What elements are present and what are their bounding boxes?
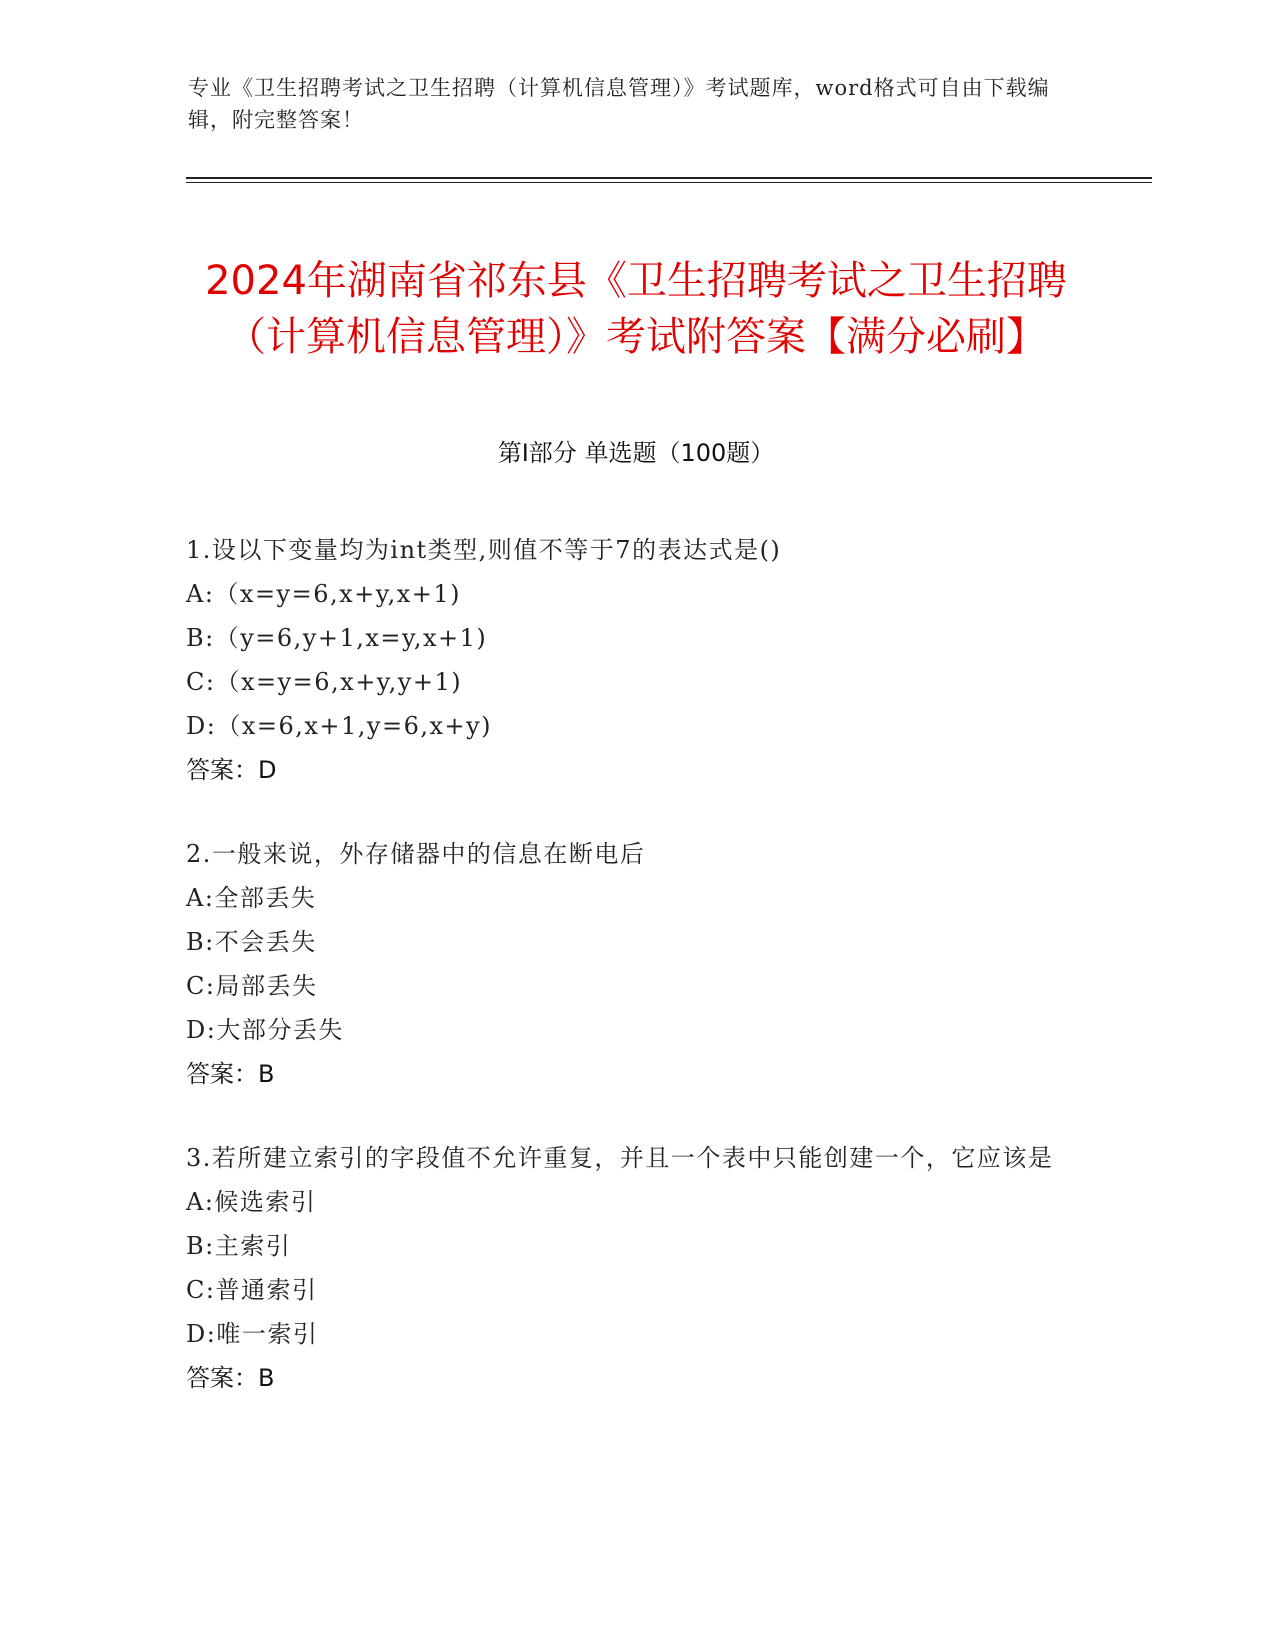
header-note: 专业《卫生招聘考试之卫生招聘（计算机信息管理）》考试题库，word格式可自由下载编辑，附完整答案！: [188, 76, 1050, 132]
document-title: 2024年湖南省祁东县《卫生招聘考试之卫生招聘（计算机信息管理）》考试附答案【满分必刷】: [205, 257, 1067, 360]
header-rule-thick: [186, 177, 1152, 179]
question-stem: 3.若所建立索引的字段值不允许重复，并且一个表中只能创建一个，它应该是: [186, 1144, 1054, 1172]
answer: 答案：D: [186, 756, 277, 784]
option-a: A:全部丢失: [186, 884, 317, 912]
option-c: C:普通索引: [186, 1276, 318, 1304]
question-stem: 2.一般来说，外存储器中的信息在断电后: [186, 840, 646, 868]
question-3: [186, 1136, 1086, 1400]
option-b: B:主索引: [186, 1232, 292, 1260]
question-2: [186, 832, 1086, 1096]
option-c: C:（x=y=6,x+y,y+1): [186, 668, 463, 696]
option-b: B:不会丢失: [186, 928, 317, 956]
option-c: C:局部丢失: [186, 972, 318, 1000]
answer: 答案：B: [186, 1364, 275, 1392]
answer: 答案：B: [186, 1060, 275, 1088]
option-a: A:（x=y=6,x+y,x+1): [186, 580, 462, 608]
option-a: A:候选索引: [186, 1188, 317, 1216]
option-d: D:唯一索引: [186, 1320, 319, 1348]
question-list: [186, 528, 1086, 1440]
question-1: [186, 528, 1086, 792]
header-rule-thin: [186, 182, 1152, 183]
option-b: B:（y=6,y+1,x=y,x+1): [186, 624, 488, 652]
question-stem: 1.设以下变量均为int类型,则值不等于7的表达式是(): [186, 536, 782, 564]
option-d: D:大部分丢失: [186, 1016, 344, 1044]
section-title: 第I部分 单选题（100题）: [497, 439, 775, 467]
option-d: D:（x=6,x+1,y=6,x+y): [186, 712, 493, 740]
